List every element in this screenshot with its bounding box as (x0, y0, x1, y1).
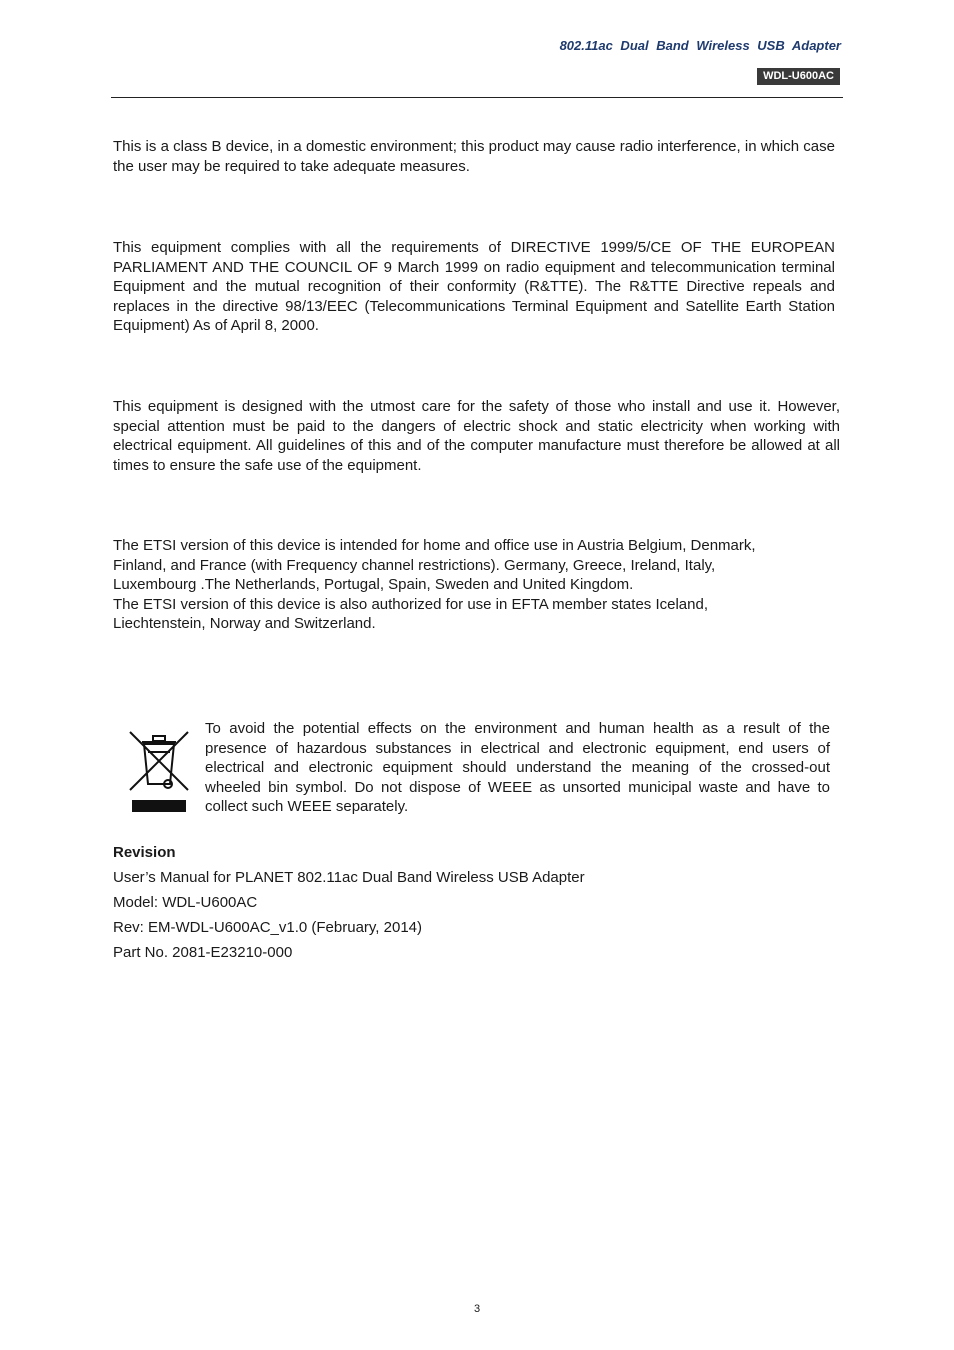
crossed-out-wheeled-bin-icon (126, 728, 192, 816)
header-divider (111, 97, 843, 98)
etsi-line: The ETSI version of this device is also authorized for use in EFTA member states Iceland, (113, 595, 708, 613)
etsi-line: Liechtenstein, Norway and Switzerland. (113, 615, 376, 632)
page-number: 3 (473, 1303, 481, 1315)
etsi-paragraph (113, 536, 840, 634)
etsi-line: Luxembourg .The Netherlands, Portugal, Spain, Sweden and United Kingdom. (113, 576, 634, 593)
weee-paragraph: To avoid the potential effects on the environment and human health as a result of the presence of hazardous substances in electrical and electronic equipment, end users of electrical and electronic equipment should understand the meaning of the crossed-out wheeled bin symbol. Do not dispose of WEEE as unsorted municipal waste and have to collect such WEEE separately. (205, 720, 830, 815)
model-badge: WDL-U600AC (757, 68, 840, 85)
revision-model: Model: WDL-U600AC (113, 894, 258, 911)
revision-rev: Rev: EM-WDL-U600AC_v1.0 (February, 2014) (113, 919, 422, 936)
header-title: 802.11ac Dual Band Wireless USB Adapter (559, 38, 841, 53)
etsi-line: The ETSI version of this device is intended for home and office use in Austria Belgium, Denmark, (113, 537, 756, 554)
revision-heading: Revision (113, 844, 176, 861)
etsi-line: Finland, and France (with Frequency channel restrictions). Germany, Greece, Ireland, Italy, (113, 556, 716, 574)
directive-paragraph: This equipment complies with all the requirements of DIRECTIVE 1999/5/CE OF THE EUROPEAN PARLIAMENT AND THE COUNCIL OF 9 March 1999 on radio equipment and telecommunication terminal Equipment and the mutual recognition of their conformity (R&TTE). The R&TTE Directive repeals and replaces in the directive 98/13/EEC (Telecommunications Terminal Equipment and Satellite Earth Station Equipment) As of April 8, 2000. (113, 239, 835, 334)
class-b-paragraph: This is a class B device, in a domestic environment; this product may cause radio interference, in which case the user may be required to take adequate measures. (113, 138, 835, 175)
revision-manual: User’s Manual for PLANET 802.11ac Dual Band Wireless USB Adapter (113, 869, 585, 886)
safety-paragraph: This equipment is designed with the utmost care for the safety of those who install and use it. However, special attention must be paid to the dangers of electric shock and static electricity when working with electrical equipment. All guidelines of this and of the computer manufacture must therefore be allowed at all times to ensure the safe use of the equipment. (113, 398, 840, 474)
revision-part: Part No. 2081-E23210-000 (113, 944, 293, 961)
